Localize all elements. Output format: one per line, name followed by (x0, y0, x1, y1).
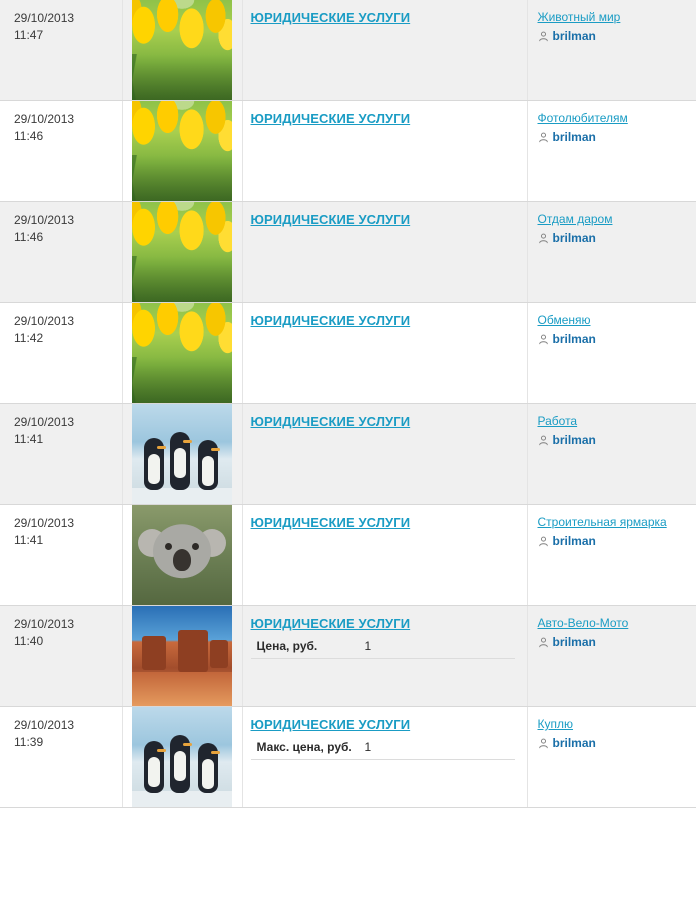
listing-title-link[interactable]: ЮРИДИЧЕСКИЕ УСЛУГИ (250, 212, 411, 227)
listing-category-cell (527, 404, 696, 505)
listing-category-link[interactable]: Животный мир (537, 10, 621, 24)
listing-title-link[interactable]: ЮРИДИЧЕСКИЕ УСЛУГИ (250, 515, 411, 530)
listing-date: 29/10/2013 (14, 11, 75, 25)
table-row (0, 0, 696, 101)
listing-thumbnail-cell[interactable] (122, 303, 242, 404)
listing-field (251, 736, 515, 760)
listing-title-link[interactable]: ЮРИДИЧЕСКИЕ УСЛУГИ (250, 111, 411, 126)
listing-thumbnail[interactable] (132, 606, 232, 706)
table-row (0, 505, 696, 606)
listing-thumbnail[interactable] (132, 101, 232, 201)
user-icon (538, 738, 549, 749)
listing-date: 29/10/2013 (14, 314, 75, 328)
listing-datetime-cell (0, 404, 122, 505)
listing-author-link[interactable]: brilman (552, 635, 596, 649)
listing-category-cell (527, 202, 696, 303)
listing-thumbnail[interactable] (132, 505, 232, 605)
listing-date: 29/10/2013 (14, 213, 75, 227)
user-icon (538, 536, 549, 547)
listing-category-link[interactable]: Работа (537, 414, 578, 428)
listing-time: 11:47 (14, 28, 44, 42)
listing-category-link[interactable]: Отдам даром (537, 212, 613, 226)
listing-title-link[interactable]: ЮРИДИЧЕСКИЕ УСЛУГИ (250, 313, 411, 328)
listing-author (538, 130, 689, 144)
listing-thumbnail-cell[interactable] (122, 707, 242, 808)
thumbnail-image-tulips (132, 101, 232, 201)
listing-main-cell (242, 707, 527, 808)
listing-author (538, 29, 689, 43)
thumbnail-image-tulips (132, 0, 232, 100)
listing-date: 29/10/2013 (14, 112, 75, 126)
listing-category-link[interactable]: Авто-Вело-Мото (537, 616, 629, 630)
listing-author-link[interactable]: brilman (552, 29, 596, 43)
listing-field-value: 1 (364, 740, 372, 754)
listing-category-link[interactable]: Фотолюбителям (537, 111, 628, 125)
listing-datetime-cell (0, 303, 122, 404)
listing-category-link[interactable]: Обменяю (537, 313, 591, 327)
table-row (0, 404, 696, 505)
listing-title-link[interactable]: ЮРИДИЧЕСКИЕ УСЛУГИ (250, 10, 411, 25)
listing-main-cell (242, 202, 527, 303)
listing-title-link[interactable]: ЮРИДИЧЕСКИЕ УСЛУГИ (250, 717, 411, 732)
table-row (0, 303, 696, 404)
user-icon (538, 334, 549, 345)
listing-datetime-cell (0, 606, 122, 707)
listing-author-link[interactable]: brilman (552, 736, 596, 750)
listing-author-link[interactable]: brilman (552, 534, 596, 548)
listing-category-cell (527, 101, 696, 202)
listing-main-cell (242, 0, 527, 101)
listing-thumbnail-cell[interactable] (122, 202, 242, 303)
listing-thumbnail[interactable] (132, 303, 232, 403)
thumbnail-image-penguins (132, 707, 232, 807)
listing-author-link[interactable]: brilman (552, 332, 596, 346)
listing-author (538, 332, 689, 346)
thumbnail-image-desert (132, 606, 232, 706)
thumbnail-image-tulips (132, 202, 232, 302)
listing-main-cell (242, 606, 527, 707)
listing-main-cell (242, 505, 527, 606)
listing-field-label: Макс. цена, руб. (256, 740, 352, 754)
listing-thumbnail-cell[interactable] (122, 0, 242, 101)
listing-category-cell (527, 505, 696, 606)
listing-title-link[interactable]: ЮРИДИЧЕСКИЕ УСЛУГИ (250, 616, 411, 631)
listing-time: 11:42 (14, 331, 44, 345)
listing-thumbnail-cell[interactable] (122, 505, 242, 606)
listing-field-value: 1 (364, 639, 372, 653)
listing-time: 11:46 (14, 230, 44, 244)
listing-time: 11:41 (14, 432, 44, 446)
listing-date: 29/10/2013 (14, 617, 75, 631)
listing-datetime-cell (0, 202, 122, 303)
table-row (0, 707, 696, 808)
thumbnail-image-koala (132, 505, 232, 605)
listing-datetime-cell (0, 707, 122, 808)
listing-author (538, 736, 689, 750)
thumbnail-image-penguins (132, 404, 232, 504)
listing-thumbnail-cell[interactable] (122, 404, 242, 505)
listing-field-label: Цена, руб. (256, 639, 318, 653)
listing-time: 11:39 (14, 735, 44, 749)
listing-author (538, 635, 689, 649)
listing-author (538, 231, 689, 245)
listing-category-cell (527, 303, 696, 404)
listing-main-cell (242, 303, 527, 404)
user-icon (538, 31, 549, 42)
listing-category-link[interactable]: Строительная ярмарка (537, 515, 667, 529)
listing-title-link[interactable]: ЮРИДИЧЕСКИЕ УСЛУГИ (250, 414, 411, 429)
listing-time: 11:46 (14, 129, 44, 143)
listing-datetime-cell (0, 101, 122, 202)
listing-author-link[interactable]: brilman (552, 231, 596, 245)
listing-category-link[interactable]: Куплю (537, 717, 573, 731)
listing-date: 29/10/2013 (14, 516, 75, 530)
listing-category-cell (527, 606, 696, 707)
table-row (0, 202, 696, 303)
listing-time: 11:40 (14, 634, 44, 648)
thumbnail-image-tulips (132, 303, 232, 403)
listing-main-cell (242, 101, 527, 202)
listing-thumbnail[interactable] (132, 707, 232, 807)
listing-author (538, 534, 689, 548)
listing-thumbnail[interactable] (132, 404, 232, 504)
listing-thumbnail-cell[interactable] (122, 606, 242, 707)
listing-main-cell (242, 404, 527, 505)
listing-thumbnail[interactable] (132, 0, 232, 100)
listing-time: 11:41 (14, 533, 44, 547)
user-icon (538, 132, 549, 143)
user-icon (538, 637, 549, 648)
listing-field (251, 635, 515, 659)
user-icon (538, 233, 549, 244)
listing-datetime-cell (0, 0, 122, 101)
listing-date: 29/10/2013 (14, 718, 75, 732)
listing-date: 29/10/2013 (14, 415, 75, 429)
listing-thumbnail[interactable] (132, 202, 232, 302)
table-row (0, 606, 696, 707)
listing-category-cell (527, 0, 696, 101)
listing-datetime-cell (0, 505, 122, 606)
listing-category-cell (527, 707, 696, 808)
listing-author-link[interactable]: brilman (552, 130, 596, 144)
listing-author (538, 433, 689, 447)
listing-thumbnail-cell[interactable] (122, 101, 242, 202)
table-row (0, 101, 696, 202)
listing-author-link[interactable]: brilman (552, 433, 596, 447)
user-icon (538, 435, 549, 446)
